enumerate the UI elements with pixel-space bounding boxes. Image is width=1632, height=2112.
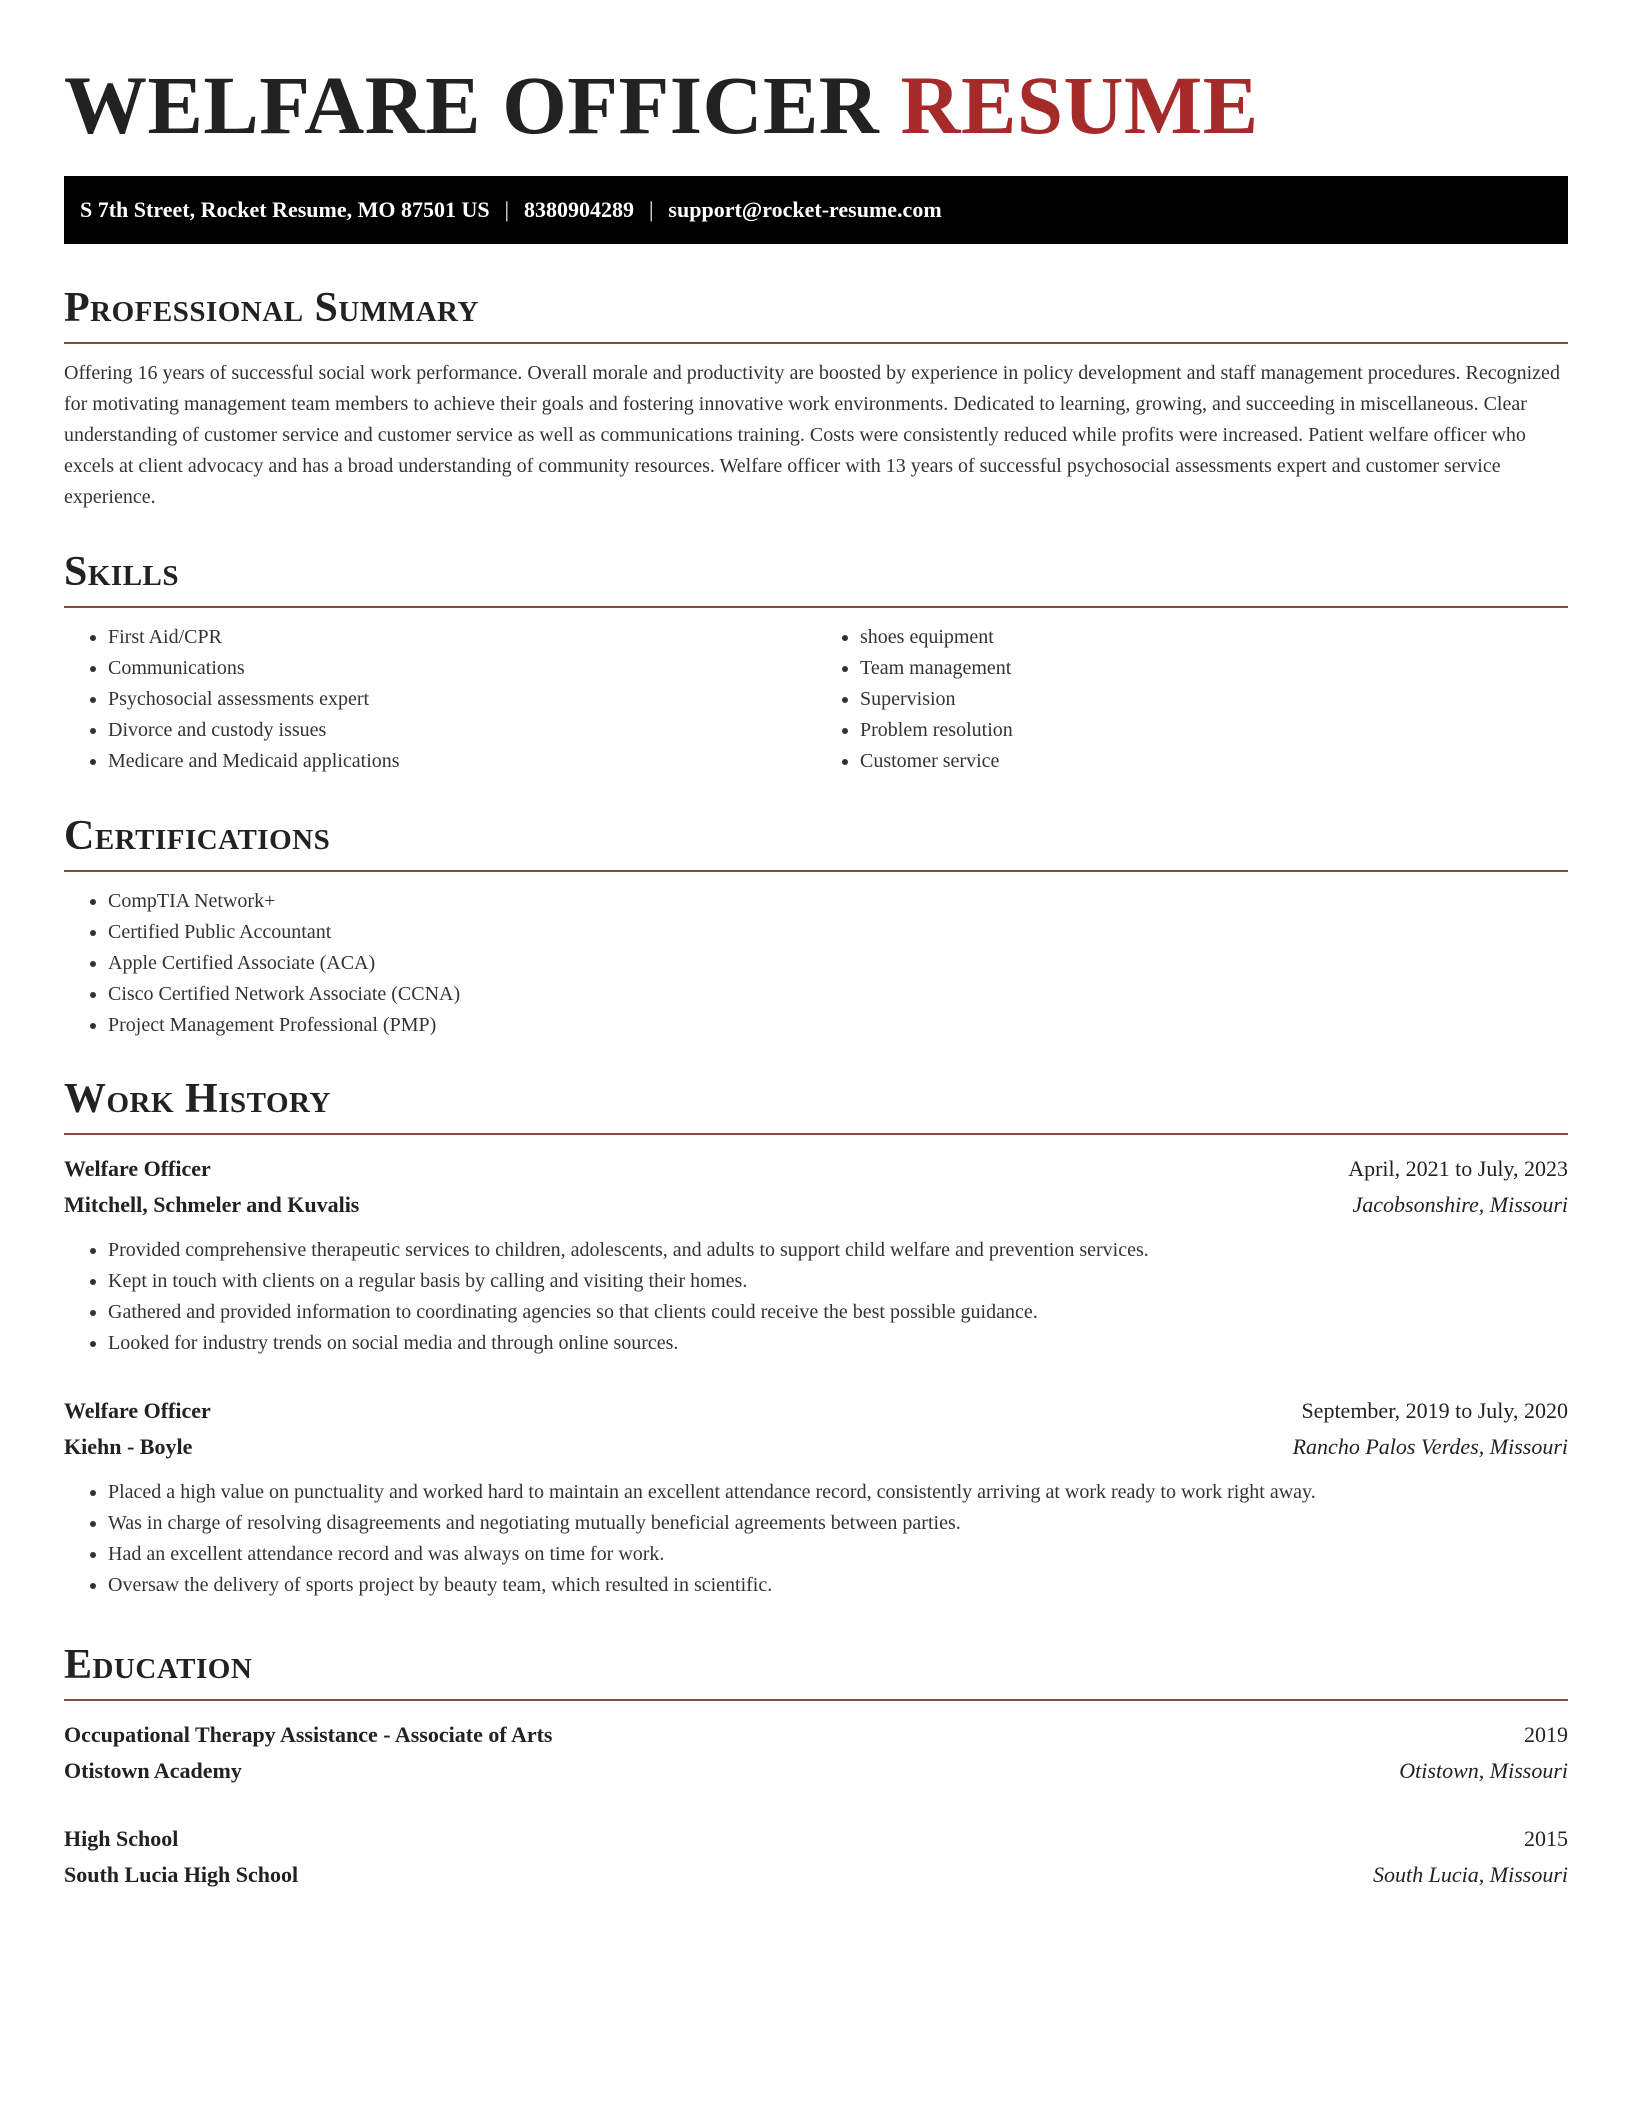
education-year: 2015 [1524, 1826, 1568, 1851]
work-history-heading: Work History [64, 1073, 1568, 1135]
certification-item: • Certified Public Accountant [108, 917, 1568, 948]
education-entry [64, 1717, 1568, 1789]
contact-email[interactable]: support@rocket-resume.com [668, 197, 942, 222]
job-entry [64, 1393, 1568, 1601]
summary-text: Offering 16 years of successful social work performance. Overall morale and productivity are boosted by experience in policy development and staff management procedures. Recognized for motivating management team members to achieve their goals and fostering innovative work environments. Dedicated to learning, growing, and succeeding in miscellaneous. Clear understanding of customer service and customer service as well as communications training. Costs were consistently reduced while profits were increased. Patient welfare officer who excels at client advocacy and has a broad understanding of community resources. Welfare officer with 13 years of successful psychosocial assessments expert and customer service experience. [64, 362, 1560, 508]
skill-item: • Communications [108, 653, 816, 684]
skill-item: • Customer service [860, 746, 1568, 777]
contact-separator: | [649, 197, 654, 222]
job-dates: April, 2021 to July, 2023 [1348, 1156, 1568, 1181]
certifications-list [64, 886, 1568, 1041]
contact-phone[interactable]: 8380904289 [524, 197, 635, 222]
skill-item: • Problem resolution [860, 715, 1568, 746]
contact-bar [64, 176, 1568, 244]
skills-section [64, 546, 1568, 777]
title-main: WELFARE OFFICER [64, 59, 880, 151]
job-company: Kiehn - Boyle [64, 1434, 193, 1459]
job-location: Rancho Palos Verdes, Missouri [1292, 1434, 1568, 1459]
education-degree: Occupational Therapy Assistance - Associate of Arts [64, 1722, 553, 1747]
skill-item: • Divorce and custody issues [108, 715, 816, 746]
skill-item: • Team management [860, 653, 1568, 684]
skill-item: • shoes equipment [860, 622, 1568, 653]
skills-list-right [816, 622, 1568, 777]
skill-item: • First Aid/CPR [108, 622, 816, 653]
education-school: South Lucia High School [64, 1862, 299, 1887]
education-degree: High School [64, 1826, 179, 1851]
contact-separator: | [504, 197, 510, 222]
certifications-heading: Certifications [64, 810, 1568, 872]
job-entry [64, 1151, 1568, 1359]
job-duty: • Gathered and provided information to coordinating agencies so that clients could receive the best possible guidance. [108, 1297, 1568, 1328]
contact-address: S 7th Street, Rocket Resume, MO 87501 US [80, 197, 490, 222]
job-duties [64, 1235, 1568, 1359]
work-history-section [64, 1073, 1568, 1601]
education-section [64, 1639, 1568, 1893]
skills-heading: Skills [64, 546, 1568, 608]
skill-item: • Psychosocial assessments expert [108, 684, 816, 715]
certification-item: • CompTIA Network+ [108, 886, 1568, 917]
job-title: Welfare Officer [64, 1398, 211, 1423]
summary-heading: Professional Summary [64, 282, 1568, 344]
education-heading: Education [64, 1639, 1568, 1701]
resume-title [64, 55, 1259, 155]
job-title: Welfare Officer [64, 1156, 211, 1181]
education-school: Otistown Academy [64, 1758, 242, 1783]
job-company: Mitchell, Schmeler and Kuvalis [64, 1192, 360, 1217]
job-duty: • Looked for industry trends on social media and through online sources. [108, 1328, 1568, 1359]
job-duty: • Oversaw the delivery of sports project by beauty team, which resulted in scientific. [108, 1570, 1568, 1601]
certification-item: • Project Management Professional (PMP) [108, 1010, 1568, 1041]
education-location: Otistown, Missouri [1399, 1758, 1568, 1783]
skills-columns [64, 608, 1568, 777]
job-duty: • Had an excellent attendance record and was always on time for work. [108, 1539, 1568, 1570]
job-location: Jacobsonshire, Missouri [1352, 1192, 1568, 1217]
job-duty: • Placed a high value on punctuality and worked hard to maintain an excellent attendance record, consistently arriving at work ready to work right away. [108, 1477, 1568, 1508]
skill-item: • Medicare and Medicaid applications [108, 746, 816, 777]
job-dates: September, 2019 to July, 2020 [1301, 1398, 1568, 1423]
education-location: South Lucia, Missouri [1373, 1862, 1568, 1887]
education-year: 2019 [1524, 1722, 1568, 1747]
summary-section [64, 282, 1568, 513]
title-accent: RESUME [900, 59, 1259, 151]
job-duties [64, 1477, 1568, 1601]
job-duty: • Provided comprehensive therapeutic services to children, adolescents, and adults to support child welfare and prevention services. [108, 1235, 1568, 1266]
skill-item: • Supervision [860, 684, 1568, 715]
job-duty: • Kept in touch with clients on a regular basis by calling and visiting their homes. [108, 1266, 1568, 1297]
certification-item: • Apple Certified Associate (ACA) [108, 948, 1568, 979]
skills-list-left [64, 622, 816, 777]
certifications-section [64, 810, 1568, 1041]
job-duty: • Was in charge of resolving disagreements and negotiating mutually beneficial agreements between parties. [108, 1508, 1568, 1539]
certification-item: • Cisco Certified Network Associate (CCNA) [108, 979, 1568, 1010]
education-entry [64, 1821, 1568, 1893]
